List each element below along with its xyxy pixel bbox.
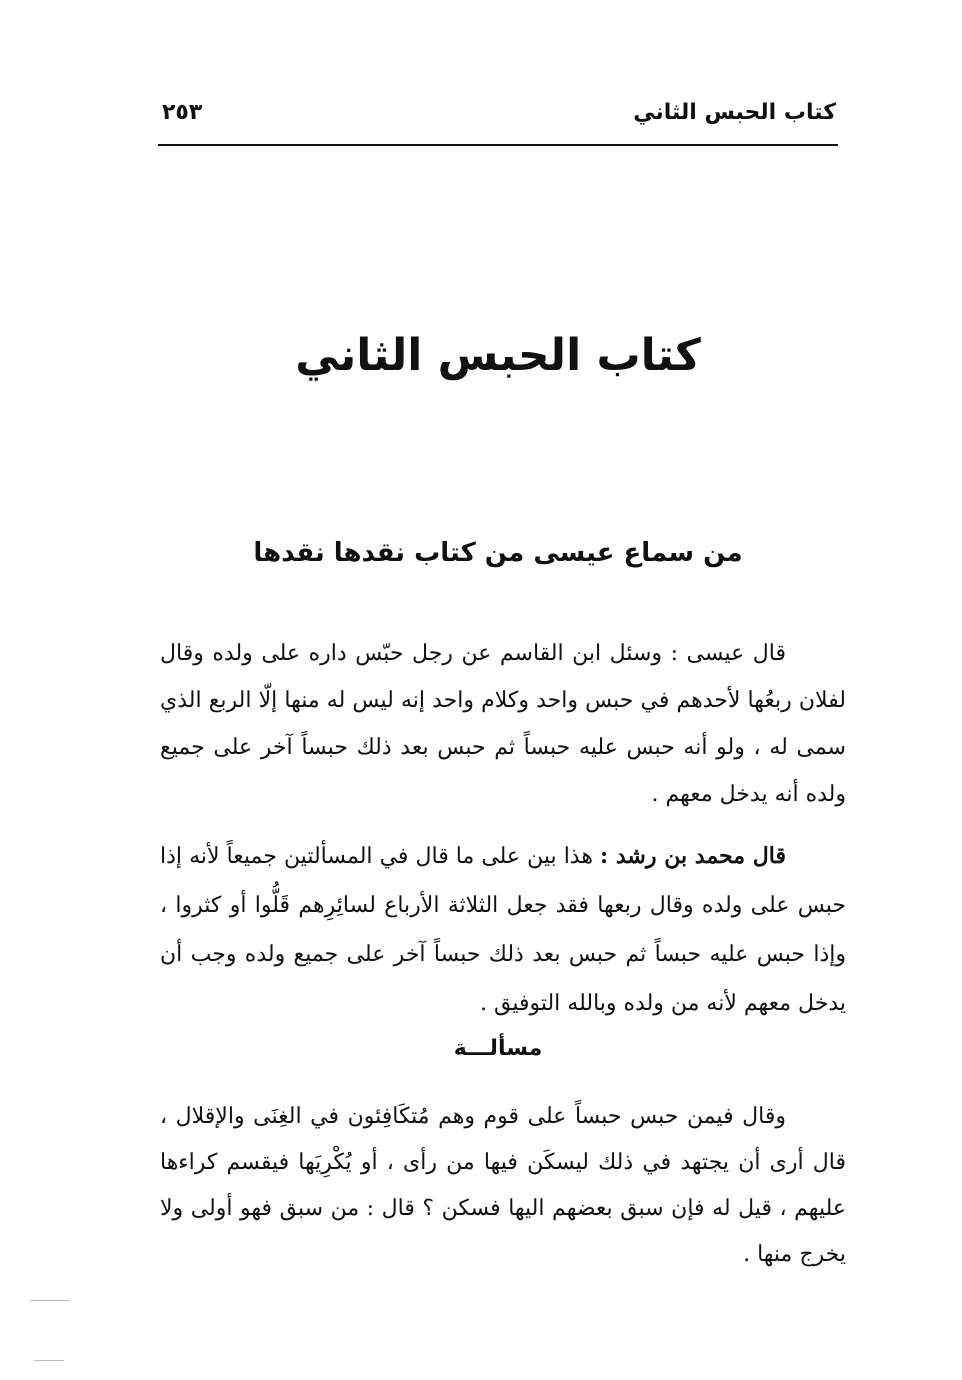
running-header <box>158 96 838 146</box>
paragraph-3 <box>160 1094 846 1278</box>
page-number: ٢٥٣ <box>162 100 203 125</box>
paragraph-1 <box>160 630 846 818</box>
scan-artifact <box>30 1300 70 1301</box>
book-title: كتاب الحبس الثاني <box>295 330 701 381</box>
paragraph-3-text: وقال فيمن حبس حبساً على قوم وهم مُتكَافِئون في الغِنَى والإقلال ، قال أرى أن يجتهد في ذلك ليسكَن فيها من رأى ، أو يُكْرِيَها فيقسم كراءها عليهم ، قيل له فإن سبق بعضهم اليها فسكن ؟ قال : من سبق فهو أولى ولا يخرج منها . <box>160 1104 846 1267</box>
paragraph-2-speaker: قال محمد بن رشد : <box>600 843 786 869</box>
chapter-heading: من سماع عيسى من كتاب نقدها نقدها <box>253 538 743 568</box>
paragraph-2 <box>160 832 846 1028</box>
paragraph-1-text: قال عيسى : وسئل ابن القاسم عن رجل حبّس داره على ولده وقال لفلان ربعُها لأحدهم في حبس واحد وكلام واحد إنه ليس له منها إلّا الربع الذي سمى له ، ولو أنه حبس عليه حبساً ثم حبس بعد ذلك حبساً آخر على جميع ولده أنه يدخل معهم . <box>160 641 846 807</box>
scan-artifact <box>34 1360 64 1361</box>
running-title: كتاب الحبس الثاني <box>633 100 836 125</box>
section-heading: مسألـــة <box>453 1036 543 1061</box>
paragraph-2-text: هذا بين على ما قال في المسألتين جميعاً لأنه إذا حبس على ولده وقال ربعها فقد جعل الثلاثة الأرباع لسائِرِهم قَلُّوا أو كثروا ، وإذا حبس عليه حبساً ثم حبس بعد ذلك حبساً آخر على جميع ولده وجب أن يدخل معهم لأنه من ولده وبالله التوفيق . <box>160 844 846 1016</box>
